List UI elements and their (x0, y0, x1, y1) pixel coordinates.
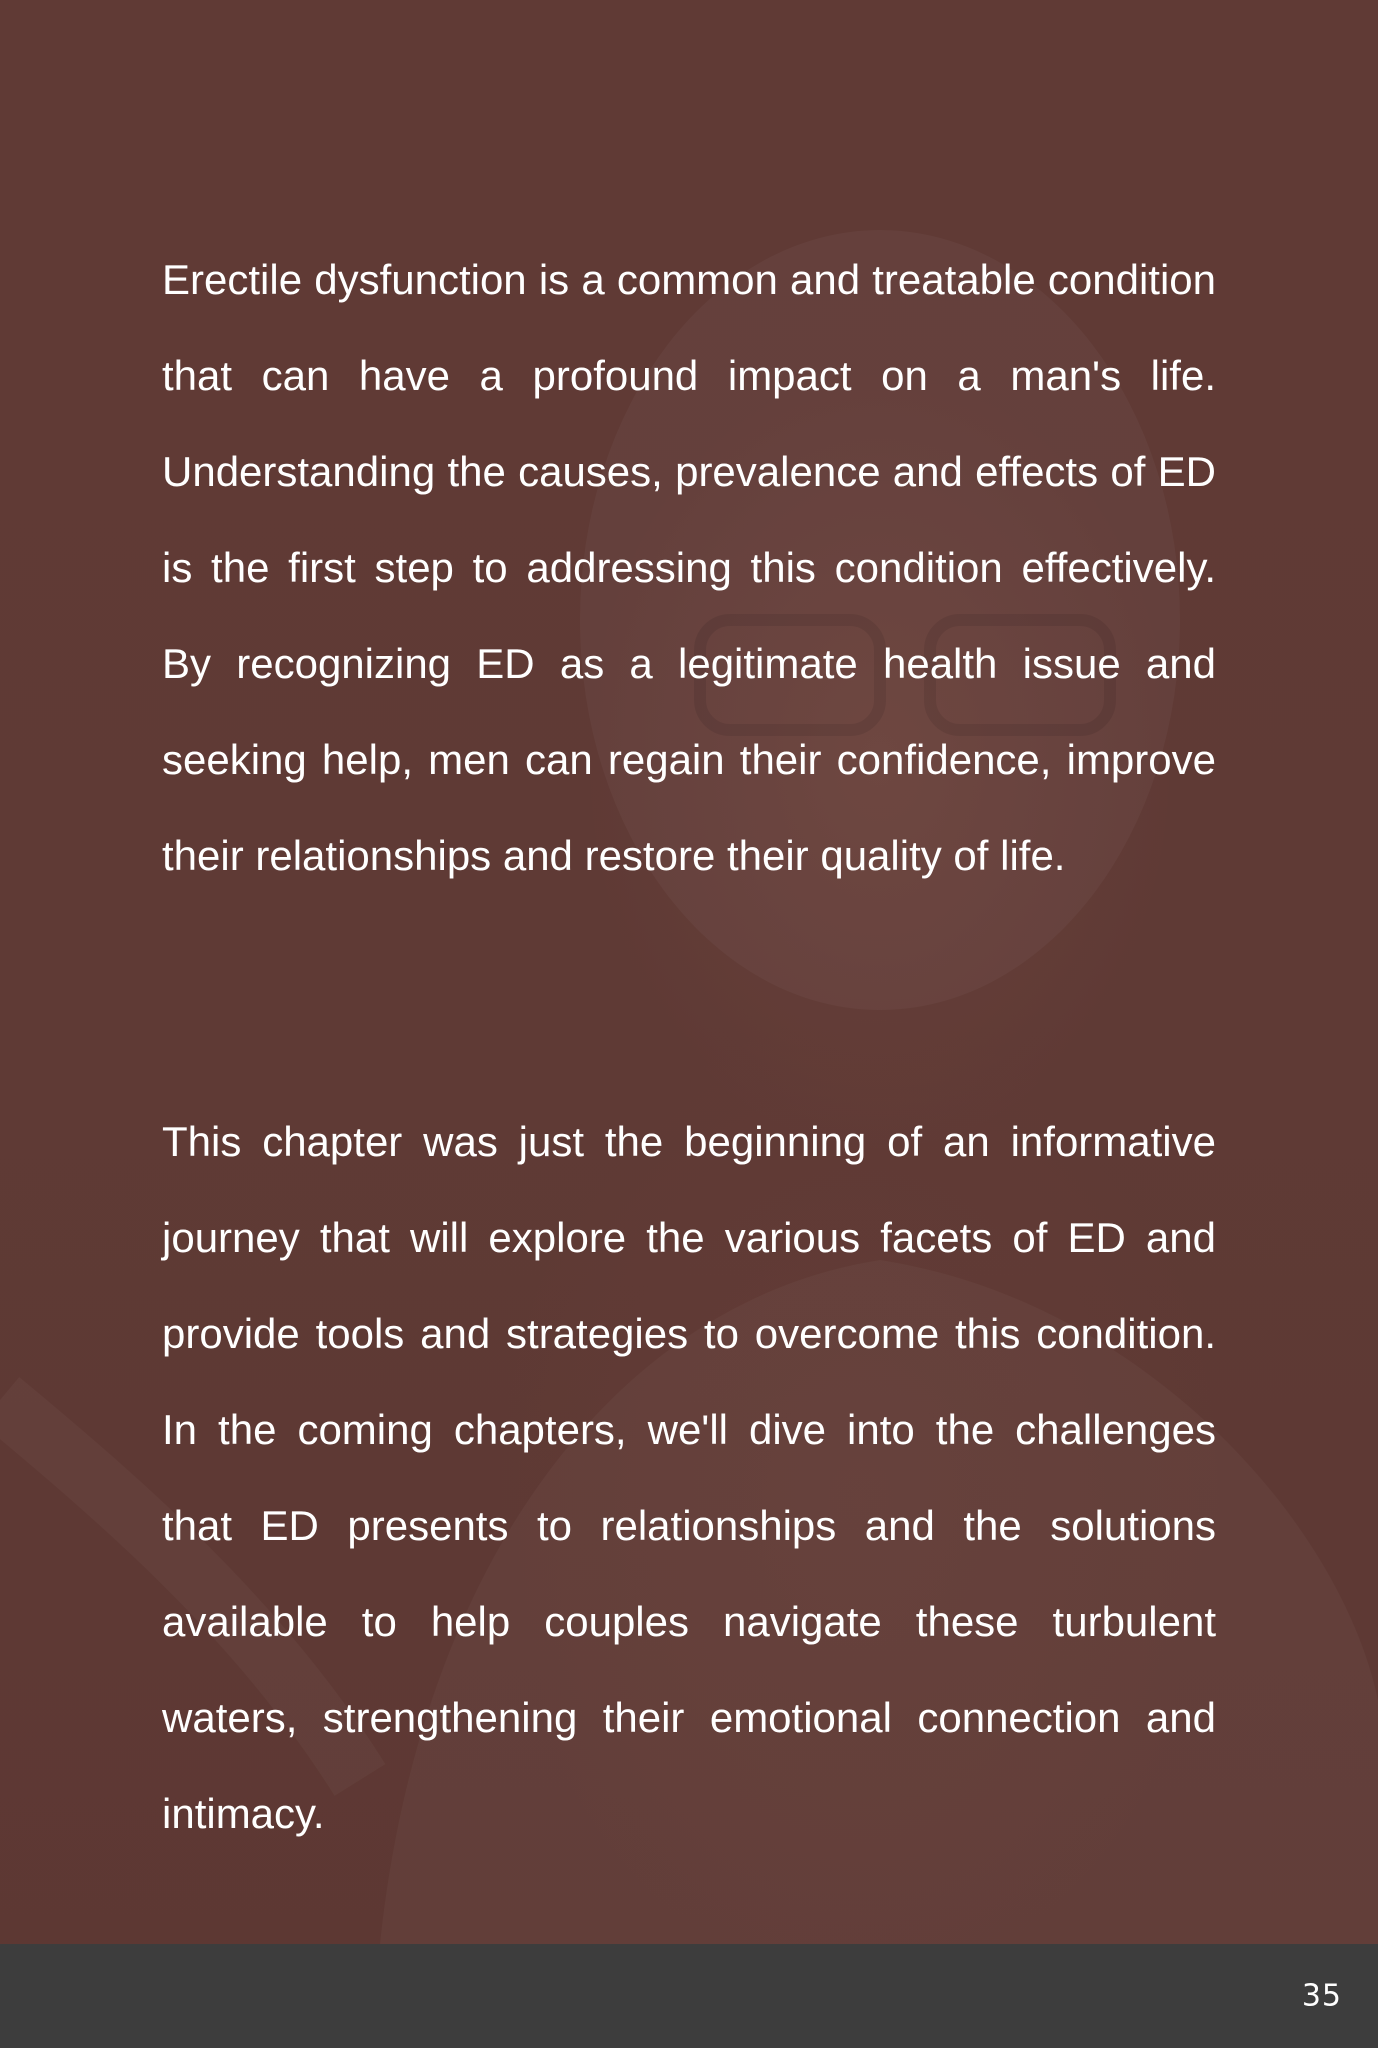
body-paragraph-2: This chapter was just the beginning of an informative journey that will explore the various facets of ED and provide tools and strategies to overcome this condition. In the coming chapters, we'll dive into the challenges that ED presents to relationships and the solutions available to help couples navigate these turbulent waters, strengthening their emotional connection and intimacy. (162, 1118, 1216, 1837)
page-number: 35 (1301, 1978, 1342, 2014)
page-footer (0, 1944, 1378, 2048)
body-paragraph-1: Erectile dysfunction is a common and treatable condition that can have a profound impact on a man's life. Understanding the causes, prevalence and effects of ED is the first step to addressing this condition effectively. By recognizing ED as a legitimate health issue and seeking help, men can regain their confidence, improve their relationships and restore their quality of life. (162, 256, 1216, 879)
